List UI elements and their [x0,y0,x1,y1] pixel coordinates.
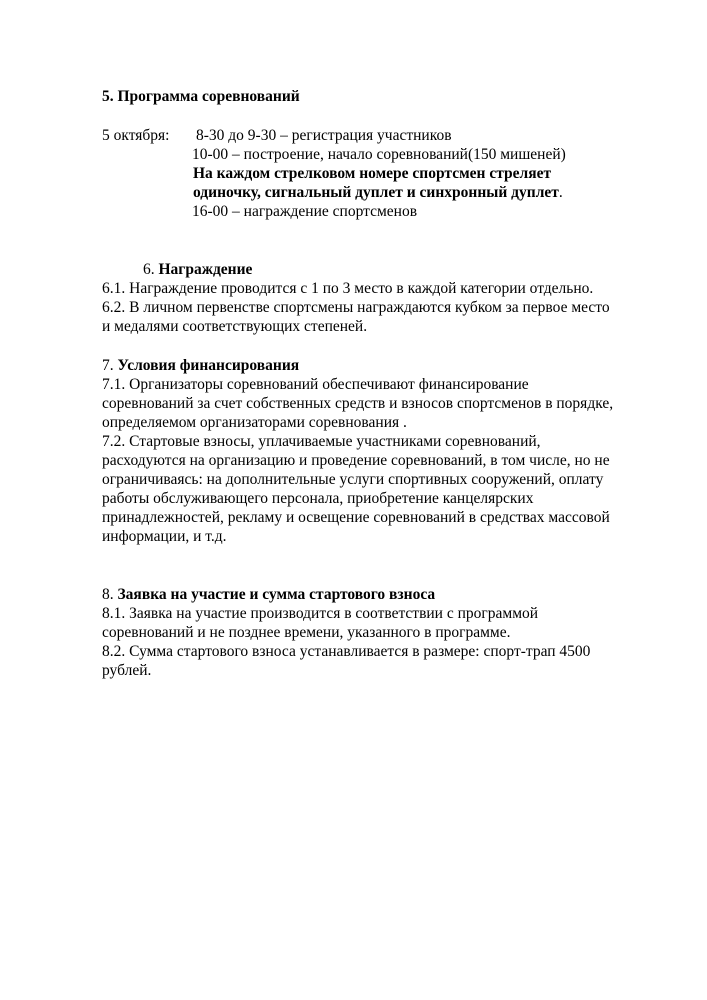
schedule-date: 5 октября: [102,127,170,144]
section-8-heading [102,586,435,604]
paragraph-line: 6.2. В личном первенстве спортсмены награждаются кубком за первое место [102,299,610,316]
section-7-heading [102,357,299,375]
paragraph-line: соревнований и не позднее времени, указанного в программе. [102,624,511,641]
paragraph-line: и медалями соответствующих степеней. [102,318,368,335]
paragraph-line: информации, и т.д. [102,528,227,545]
paragraph-line: 8.1. Заявка на участие производится в соответствии с программой [102,605,539,622]
schedule-item-bold: На каждом стрелковом номере спортсмен стреляет [193,165,552,182]
paragraph-line: 7.1. Организаторы соревнований обеспечивают финансирование [102,376,529,393]
section-7-title: Условия финансирования [117,357,300,374]
section-6-heading [143,261,252,279]
paragraph-line: определяемом организаторами соревнования . [102,414,407,431]
paragraph-line: принадлежностей, рекламу и освещение соревнований в средствах массовой [102,509,610,526]
schedule-item: 8-30 до 9-30 – регистрация участников [196,127,452,144]
paragraph-line: соревнований за счет собственных средств и взносов спортсменов в порядке, [102,395,614,412]
section-7-number: 7. [102,357,118,374]
schedule-item: 16-00 – награждение спортсменов [192,203,418,220]
section-5-heading: 5. Программа соревнований [102,88,300,105]
paragraph-line: 6.1. Награждение проводится с 1 по 3 место в каждой категории отдельно. [102,280,594,297]
trailing-period: . [558,184,563,201]
schedule-item-bold: одиночку, сигнальный дуплет и синхронный дуплет [193,184,559,201]
paragraph-line: расходуются на организацию и проведение соревнований, в том числе, но не [102,452,610,469]
paragraph-line: 7.2. Стартовые взносы, уплачиваемые участниками соревнований, [102,433,541,450]
schedule-item-bold-row [193,184,563,202]
schedule-item: 10-00 – построение, начало соревнований(150 мишеней) [192,146,566,163]
section-8-number: 8. [102,586,118,603]
paragraph-line: работы обслуживающего персонала, приобретение канцелярских [102,490,534,507]
paragraph-line: 8.2. Сумма стартового взноса устанавливается в размере: спорт-трап 4500 [102,643,591,660]
paragraph-line: ограничиваясь: на дополнительные услуги спортивных сооружений, оплату [102,471,604,488]
section-8-title: Заявка на участие и сумма стартового взноса [117,586,436,603]
paragraph-line: рублей. [102,662,152,679]
section-6-title: Награждение [158,261,253,278]
section-6-number: 6. [143,261,159,278]
